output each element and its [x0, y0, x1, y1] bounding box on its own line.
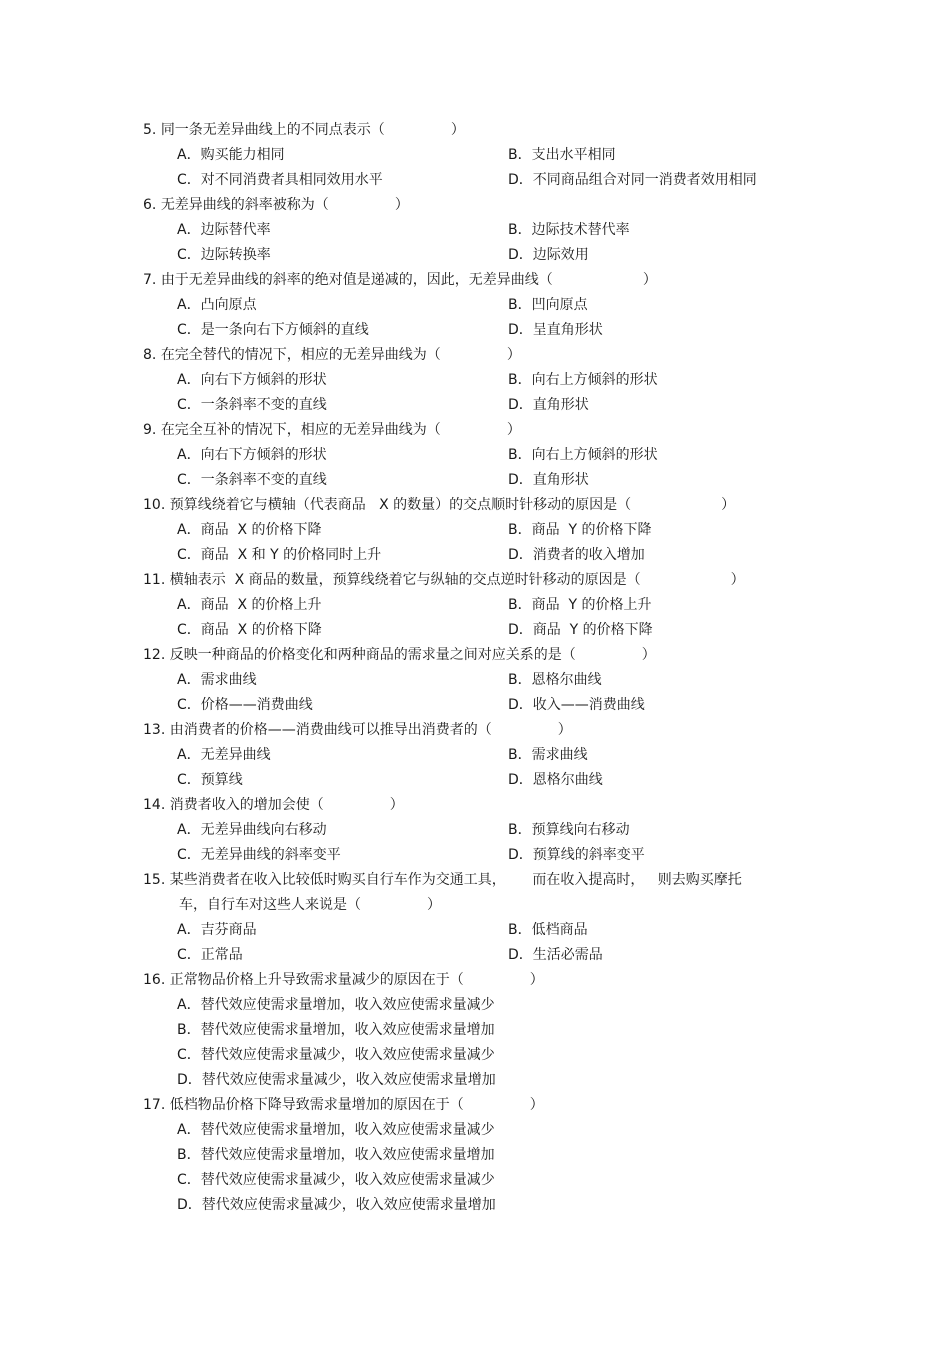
question-number: 5.: [143, 122, 157, 138]
question-number: 9.: [143, 422, 157, 438]
option-choice: B．商品 Y 的价格下降: [508, 522, 652, 538]
answer-blank-close: ）: [730, 572, 745, 588]
question-text: 低档物品价格下降导致需求量增加的原因在于（: [169, 1097, 464, 1113]
option-row: [177, 393, 950, 418]
question-stem: [143, 968, 950, 993]
question-6: [143, 193, 950, 268]
option-choice: D．直角形状: [508, 472, 589, 488]
option-choice: C．预算线: [177, 772, 243, 788]
question-text: 同一条无差异曲线上的不同点表示（: [160, 122, 385, 138]
option-row: [177, 293, 950, 318]
option-choice: A．替代效应使需求量增加，收入效应使需求量减少: [177, 997, 495, 1013]
option-row: [177, 668, 950, 693]
options: [143, 918, 950, 968]
option-choice: D．不同商品组合对同一消费者效用相同: [508, 172, 757, 188]
option-choice: A．凸向原点: [177, 297, 257, 313]
question-stem: [143, 718, 950, 743]
answer-blank-close: ）: [529, 972, 544, 988]
question-10: [143, 493, 950, 568]
question-number: 10.: [143, 497, 166, 513]
options: [143, 518, 950, 568]
option-choice: C．一条斜率不变的直线: [177, 472, 327, 488]
answer-blank-close: ）: [642, 272, 657, 288]
question-stem: [143, 568, 950, 593]
question-list: [143, 118, 950, 1218]
option-row: [177, 1143, 950, 1168]
option-choice: C．商品 X 的价格下降: [177, 622, 322, 638]
option-choice: B．向右上方倾斜的形状: [508, 447, 658, 463]
option-choice: B．向右上方倾斜的形状: [508, 372, 658, 388]
option-row: [177, 943, 950, 968]
option-choice: C．正常品: [177, 947, 243, 963]
question-12: [143, 643, 950, 718]
option-row: [177, 1043, 950, 1068]
option-choice: A．购买能力相同: [177, 147, 285, 163]
options: [143, 1118, 950, 1218]
option-choice: C．价格——消费曲线: [177, 697, 313, 713]
option-choice: A．无差异曲线: [177, 747, 271, 763]
answer-blank-close: ）: [506, 347, 521, 363]
option-choice: A．商品 X 的价格上升: [177, 597, 322, 613]
option-row: [177, 518, 950, 543]
option-row: [177, 618, 950, 643]
option-choice: D．预算线的斜率变平: [508, 847, 645, 863]
question-text: 正常物品价格上升导致需求量减少的原因在于（: [169, 972, 464, 988]
answer-blank-close: ）: [557, 722, 572, 738]
options: [143, 668, 950, 718]
option-row: [177, 693, 950, 718]
question-15: [143, 868, 950, 968]
option-row: [177, 918, 950, 943]
question-13: [143, 718, 950, 793]
option-choice: A．需求曲线: [177, 672, 257, 688]
option-row: [177, 768, 950, 793]
question-text: 消费者收入的增加会使（: [169, 797, 324, 813]
answer-blank-close: ）: [721, 497, 736, 513]
option-row: [177, 1118, 950, 1143]
option-row: [177, 368, 950, 393]
question-stem: [143, 868, 950, 893]
option-choice: D．生活必需品: [508, 947, 603, 963]
option-choice: A．吉芬商品: [177, 922, 257, 938]
option-choice: C．商品 X 和 Y 的价格同时上升: [177, 547, 382, 563]
option-choice: C．无差异曲线的斜率变平: [177, 847, 341, 863]
option-row: [177, 243, 950, 268]
question-number: 8.: [143, 347, 157, 363]
question-9: [143, 418, 950, 493]
option-row: [177, 1068, 950, 1093]
option-choice: B．需求曲线: [508, 747, 588, 763]
option-row: [177, 468, 950, 493]
option-choice: A．商品 X 的价格下降: [177, 522, 322, 538]
question-7: [143, 268, 950, 343]
option-choice: A．边际替代率: [177, 222, 271, 238]
option-row: [177, 1018, 950, 1043]
option-choice: B．预算线向右移动: [508, 822, 630, 838]
answer-blank-close: ）: [506, 422, 521, 438]
question-text: 反映一种商品的价格变化和两种商品的需求量之间对应关系的是（: [169, 647, 576, 663]
answer-blank-close: ）: [529, 1097, 544, 1113]
option-choice: B．低档商品: [508, 922, 588, 938]
question-text: 预算线绕着它与横轴（代表商品 X 的数量）的交点顺时针移动的原因是（: [169, 497, 632, 513]
options: [143, 293, 950, 343]
options: [143, 993, 950, 1093]
question-stem: [143, 793, 950, 818]
option-choice: B．商品 Y 的价格上升: [508, 597, 652, 613]
option-choice: B．边际技术替代率: [508, 222, 630, 238]
option-choice: D．恩格尔曲线: [508, 772, 603, 788]
question-11: [143, 568, 950, 643]
option-choice: C．一条斜率不变的直线: [177, 397, 327, 413]
question-stem: [143, 418, 950, 443]
options: [143, 593, 950, 643]
options: [143, 368, 950, 418]
option-choice: D．替代效应使需求量减少，收入效应使需求量增加: [177, 1197, 496, 1213]
option-choice: C．替代效应使需求量减少，收入效应使需求量减少: [177, 1172, 495, 1188]
question-8: [143, 343, 950, 418]
question-number: 15.: [143, 872, 166, 888]
question-number: 6.: [143, 197, 157, 213]
option-choice: B．恩格尔曲线: [508, 672, 602, 688]
options: [143, 218, 950, 268]
option-choice: B．替代效应使需求量增加，收入效应使需求量增加: [177, 1022, 495, 1038]
question-stem: [143, 268, 950, 293]
option-row: [177, 1193, 950, 1218]
option-choice: C．对不同消费者具相同效用水平: [177, 172, 383, 188]
question-stem-continued: [143, 893, 950, 918]
answer-blank-close: ）: [427, 897, 441, 913]
options: [143, 143, 950, 193]
option-row: [177, 443, 950, 468]
question-text: 横轴表示 X 商品的数量，预算线绕着它与纵轴的交点逆时针移动的原因是（: [169, 572, 641, 588]
option-row: [177, 993, 950, 1018]
question-14: [143, 793, 950, 868]
option-row: [177, 218, 950, 243]
option-choice: D．收入——消费曲线: [508, 697, 645, 713]
option-row: [177, 593, 950, 618]
option-choice: C．是一条向右下方倾斜的直线: [177, 322, 369, 338]
option-choice: A．替代效应使需求量增加，收入效应使需求量减少: [177, 1122, 495, 1138]
option-choice: C．替代效应使需求量减少，收入效应使需求量减少: [177, 1047, 495, 1063]
option-row: [177, 543, 950, 568]
option-choice: B．支出水平相同: [508, 147, 616, 163]
answer-blank-close: ）: [450, 122, 465, 138]
option-row: [177, 318, 950, 343]
option-choice: D．呈直角形状: [508, 322, 603, 338]
option-choice: A．无差异曲线向右移动: [177, 822, 327, 838]
answer-blank-close: ）: [394, 197, 409, 213]
question-stem: [143, 118, 950, 143]
option-row: [177, 843, 950, 868]
option-row: [177, 818, 950, 843]
option-row: [177, 1168, 950, 1193]
question-number: 14.: [143, 797, 166, 813]
question-text: 无差异曲线的斜率被称为（: [160, 197, 329, 213]
question-number: 13.: [143, 722, 166, 738]
question-stem: [143, 343, 950, 368]
question-text: 由消费者的价格——消费曲线可以推导出消费者的（: [169, 722, 492, 738]
question-number: 11.: [143, 572, 166, 588]
option-row: [177, 168, 950, 193]
answer-blank-close: ）: [641, 647, 656, 663]
option-choice: B．凹向原点: [508, 297, 588, 313]
question-number: 16.: [143, 972, 166, 988]
option-choice: D．消费者的收入增加: [508, 547, 645, 563]
question-stem: [143, 1093, 950, 1118]
question-number: 7.: [143, 272, 157, 288]
option-choice: D．替代效应使需求量减少，收入效应使需求量增加: [177, 1072, 496, 1088]
option-choice: D．边际效用: [508, 247, 589, 263]
option-choice: A．向右下方倾斜的形状: [177, 372, 327, 388]
question-stem: [143, 643, 950, 668]
question-text-continued: 车，自行车对这些人来说是（: [179, 897, 361, 913]
question-5: [143, 118, 950, 193]
options: [143, 743, 950, 793]
question-number: 17.: [143, 1097, 166, 1113]
options: [143, 443, 950, 493]
option-choice: A．向右下方倾斜的形状: [177, 447, 327, 463]
option-choice: D．商品 Y 的价格下降: [508, 622, 653, 638]
option-choice: D．直角形状: [508, 397, 589, 413]
question-text: 在完全互补的情况下，相应的无差异曲线为（: [160, 422, 441, 438]
question-stem: [143, 493, 950, 518]
question-number: 12.: [143, 647, 166, 663]
question-text: 某些消费者在收入比较低时购买自行车作为交通工具， 而在收入提高时， 则去购买摩托: [169, 872, 742, 888]
answer-blank-close: ）: [389, 797, 404, 813]
options: [143, 818, 950, 868]
option-row: [177, 143, 950, 168]
option-choice: B．替代效应使需求量增加，收入效应使需求量增加: [177, 1147, 495, 1163]
question-text: 在完全替代的情况下，相应的无差异曲线为（: [160, 347, 441, 363]
option-row: [177, 743, 950, 768]
question-text: 由于无差异曲线的斜率的绝对值是递减的，因此，无差异曲线（: [160, 272, 553, 288]
option-choice: C．边际转换率: [177, 247, 271, 263]
question-17: [143, 1093, 950, 1218]
question-stem: [143, 193, 950, 218]
question-16: [143, 968, 950, 1093]
